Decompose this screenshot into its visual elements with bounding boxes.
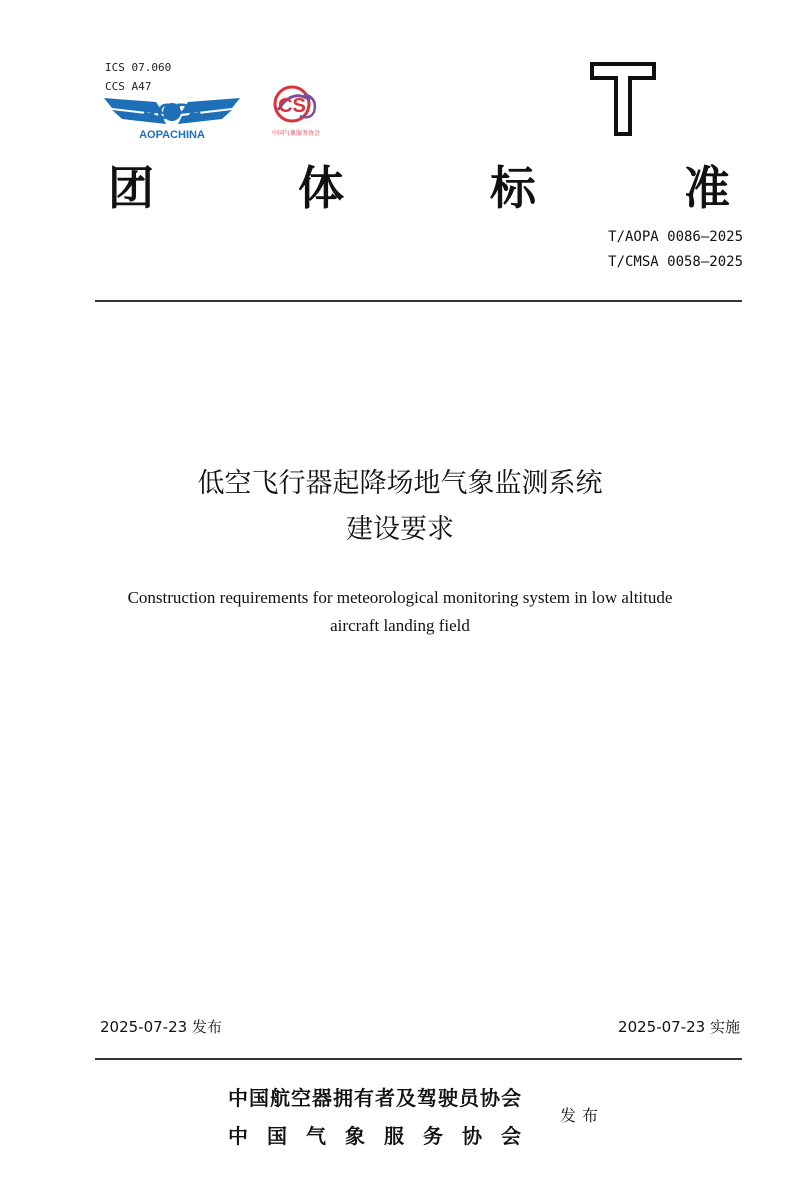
- aopa-logo: [104, 92, 240, 146]
- publisher-cmsa: [228, 1120, 540, 1149]
- document-type-heading: [100, 158, 740, 218]
- cmsa-logo-subtext: 中国气象服务协会: [271, 130, 321, 137]
- heading-char-2: 体: [298, 161, 344, 215]
- publisher-cmsa-char: 象: [345, 1124, 366, 1148]
- title-en-line1: Construction requirements for meteorological monitoring system in low altitude: [127, 588, 673, 607]
- publisher-cmsa-char: 服: [384, 1124, 405, 1148]
- heading-char-3: 标: [490, 161, 536, 215]
- publisher-cmsa-char: 气: [306, 1124, 327, 1148]
- aopa-logo-subtext: AOPACHINA: [139, 129, 205, 141]
- publisher-cmsa-char: 务: [423, 1124, 444, 1148]
- publisher-cmsa-char: 协: [462, 1124, 483, 1148]
- category-letter-text: T: [622, 130, 624, 131]
- heading-char-4: 准: [684, 161, 730, 215]
- cmsa-standard-number: T/CMSA 0058—2025: [608, 254, 743, 270]
- publisher-aopa: 中国航空器拥有者及驾驶员协会: [228, 1086, 522, 1110]
- category-t-icon: [590, 60, 656, 136]
- aopa-wings-icon: [104, 92, 240, 146]
- aopa-standard-number: T/AOPA 0086—2025: [608, 229, 743, 245]
- standard-numbers: [608, 225, 743, 275]
- cmsa-logo: [256, 80, 336, 142]
- title-cn-line1: 低空飞行器起降场地气象监测系统: [197, 468, 603, 499]
- cmsa-emblem-icon: [256, 80, 336, 142]
- ccs-code: CCS A47: [105, 80, 152, 93]
- implementation-date: 2025-07-23 实施: [618, 1018, 740, 1036]
- ics-code: ICS 07.060: [105, 61, 172, 74]
- cmsa-logo-text: CS: [278, 95, 306, 117]
- aopa-logo-text: AOPA: [141, 99, 203, 124]
- publish-date: 2025-07-23 发布: [100, 1018, 222, 1036]
- publisher-cmsa-char: 会: [501, 1124, 522, 1148]
- release-label: 发布: [560, 1106, 605, 1125]
- title-cn-line2: 建设要求: [346, 514, 454, 545]
- publisher-cmsa-char: 中: [228, 1124, 249, 1148]
- classification-codes: [105, 58, 171, 96]
- title-en-line2: aircraft landing field: [330, 616, 470, 635]
- bottom-divider: [95, 1058, 742, 1060]
- publisher-cmsa-char: 国: [267, 1124, 288, 1148]
- category-letter: [590, 60, 656, 136]
- heading-char-1: 团: [108, 161, 154, 215]
- top-divider: [95, 300, 742, 302]
